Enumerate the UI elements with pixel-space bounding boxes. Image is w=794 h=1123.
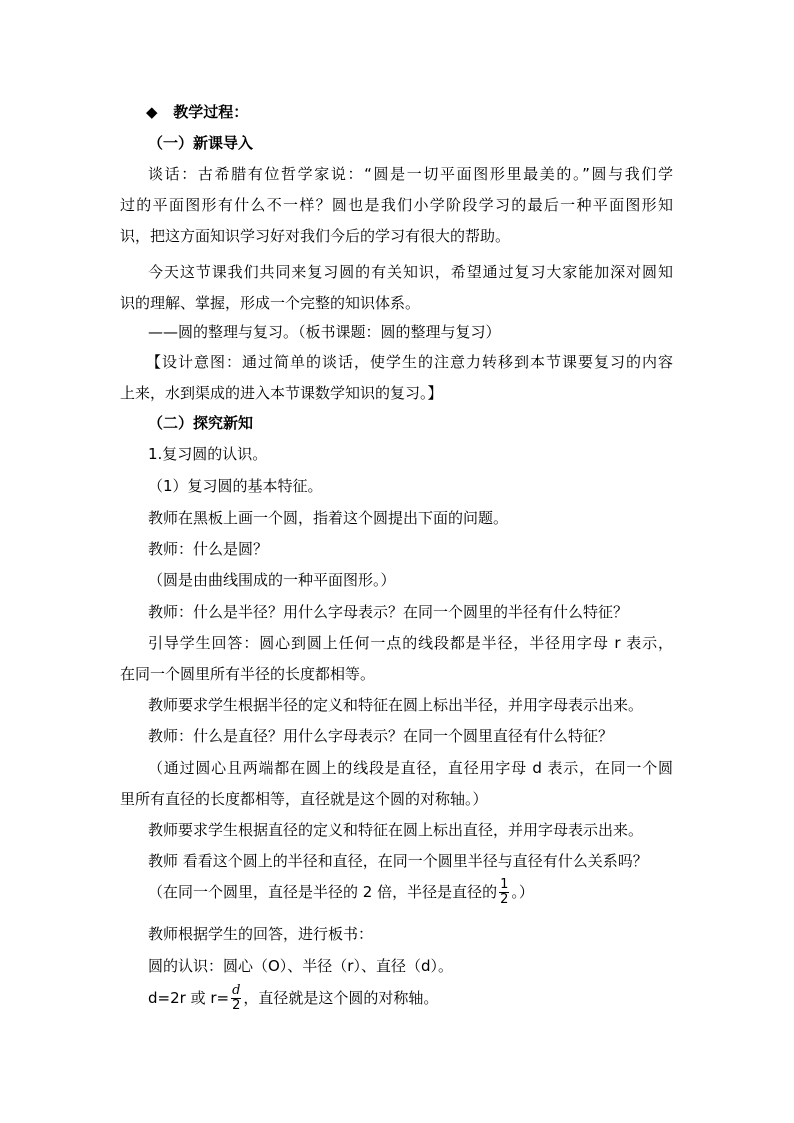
paragraph-line: 过的平面图形有什么不一样？圆也是我们小学阶段学习的最后一种平面图形知 xyxy=(120,196,673,214)
paragraph-line: 识的理解、掌握，形成一个完整的知识体系。 xyxy=(120,294,421,312)
paragraph-line: ——圆的整理与复习。（板书课题：圆的整理与复习） xyxy=(148,323,501,341)
paragraph-line: 教师在黑板上画一个圆，指着这个圆提出下面的问题。 xyxy=(148,509,509,527)
paragraph-line: 教师要求学生根据直径的定义和特征在圆上标出直径，并用字母表示出来。 xyxy=(148,821,644,839)
paragraph-line: 教师要求学生根据半径的定义和特征在圆上标出半径，并用字母表示出来。 xyxy=(148,696,644,714)
paragraph-line: 引导学生回答：圆心到圆上任何一点的线段都是半径，半径用字母 r 表示， xyxy=(148,634,673,652)
paragraph-with-fraction xyxy=(148,873,534,911)
paragraph-line: 圆的认识：圆心（O）、半径（r）、直径（d）。 xyxy=(148,957,453,975)
formula-text: d=2r 或 r= xyxy=(148,989,230,1007)
subsection-title-1: （一）新课导入 xyxy=(148,134,254,152)
fraction-denominator: 2 xyxy=(500,892,509,907)
paragraph-line: （通过圆心且两端都在圆上的线段是直径，直径用字母 d 表示，在同一个圆 xyxy=(148,759,673,777)
paragraph-line: 教师：什么是圆？ xyxy=(148,540,269,558)
design-intent-line: 【设计意图：通过简单的谈话，使学生的注意力转移到本节课要复习的内容 xyxy=(146,353,673,371)
paragraph-line: 在同一个圆里所有半径的长度都相等。 xyxy=(120,665,376,683)
formula-text: ，直径就是这个圆的对称轴。 xyxy=(243,989,439,1007)
paragraph-line: 识，把这方面知识学习好对我们今后的学习有很大的帮助。 xyxy=(120,227,511,245)
formula-line xyxy=(148,979,438,1017)
fraction-numerator: d xyxy=(232,983,241,998)
section-heading xyxy=(146,102,248,122)
fraction-one-half xyxy=(499,878,509,907)
paragraph-text: 。） xyxy=(511,883,534,901)
fraction-numerator: 1 xyxy=(500,877,509,892)
paragraph-line: 里所有直径的长度都相等，直径就是这个圆的对称轴。） xyxy=(120,790,488,808)
paragraph-line: 1.复习圆的认识。 xyxy=(148,445,268,463)
paragraph-text: （在同一个圆里，直径是半径的 2 倍，半径是直径的 xyxy=(148,883,498,901)
paragraph-line: 教师 看看这个圆上的半径和直径，在同一个圆里半径与直径有什么关系吗？ xyxy=(148,852,648,870)
design-intent-line: 上来，水到渠成的进入本节课数学知识的复习。】 xyxy=(120,384,443,402)
paragraph-line: 教师：什么是直径？用什么字母表示？在同一个圆里直径有什么特征？ xyxy=(148,727,614,745)
paragraph-line: 谈话：古希腊有位哲学家说：“圆是一切平面图形里最美的。”圆与我们学 xyxy=(148,165,673,183)
fraction-d-over-2 xyxy=(231,984,241,1013)
paragraph-line: （1）复习圆的基本特征。 xyxy=(148,477,323,495)
paragraph-line: 教师：什么是半径？用什么字母表示？在同一个圆里的半径有什么特征？ xyxy=(148,603,629,621)
paragraph-line: （圆是由曲线围成的一种平面图形。） xyxy=(148,571,396,589)
paragraph-line: 教师根据学生的回答，进行板书： xyxy=(148,925,374,943)
fraction-denominator: 2 xyxy=(232,998,241,1013)
subsection-title-2: （二）探究新知 xyxy=(148,414,254,432)
diamond-bullet-icon: ◆ xyxy=(146,103,158,121)
heading-title: 教学过程： xyxy=(173,103,249,121)
paragraph-line: 今天这节课我们共同来复习圆的有关知识，希望通过复习大家能加深对圆知 xyxy=(148,263,673,281)
